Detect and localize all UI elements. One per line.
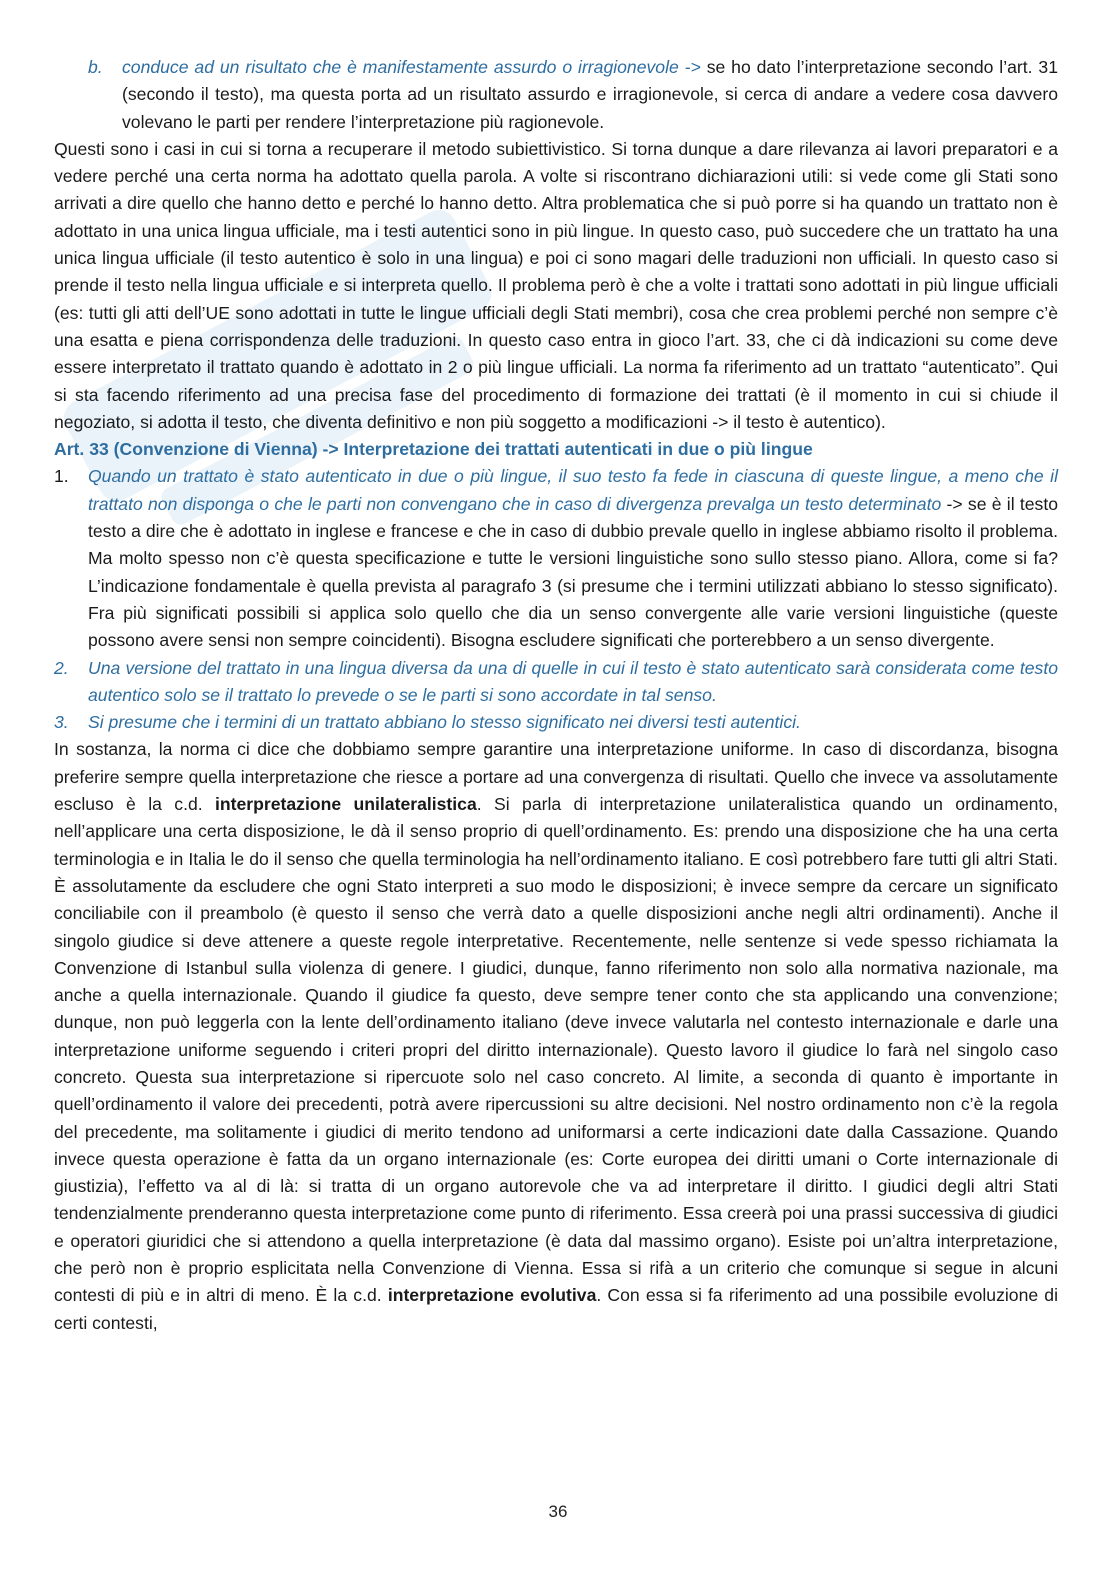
list-marker: 3.: [54, 712, 69, 733]
list-marker: 2.: [54, 657, 69, 678]
bold-term: interpretazione evolutiva: [387, 1285, 597, 1306]
list-item-text: [88, 463, 1058, 654]
quoted-norm: conduce ad un risultato che è manifestamente assurdo o irragionevole ->: [122, 57, 701, 77]
list-item-b: [54, 54, 1058, 136]
text-run: In sostanza, la norma ci dice che dobbiamo sempre garantire una interpretazione uniforme. In caso di discordanza, bisogna preferire sempre quella interpretazione che riesce a portare ad una convergenza di risultati. Quello che invece va assolutamente escluso è la c.d.: [54, 739, 1058, 815]
article-item: [54, 709, 1058, 736]
list-item-text: [122, 54, 1058, 136]
list-marker: b.: [88, 57, 103, 77]
quoted-norm: Si presume che i termini di un trattato abbiano lo stesso significato nei diversi testi autentici.: [88, 712, 801, 733]
bold-term: interpretazione unilateralistica: [215, 794, 477, 815]
section-heading: Art. 33 (Convenzione di Vienna) -> Interpretazione dei trattati autenticati in due o più lingue: [54, 439, 813, 460]
page-number: 36: [548, 1502, 568, 1521]
quoted-norm: Quando un trattato è stato autenticato in due o più lingue, il suo testo fa fede in ciascuna di queste lingue, a meno che il trattato non disponga o che le parti non convengano che in caso di divergenza prevalga un testo determinato: [88, 466, 1058, 514]
text-run: . Con essa si fa riferimento ad una possibile evoluzione di certi contesti,: [54, 1285, 1058, 1333]
article-item: [54, 463, 1058, 654]
quoted-norm: Una versione del trattato in una lingua diversa da una di quelle in cui il testo è stato autenticato sarà considerata come testo autentico solo se il trattato lo prevede o se le parti si sono accordate in tal senso.: [88, 657, 1058, 705]
page-content: [54, 54, 1058, 1337]
commentary: -> se è il testo testo a dire che è adottato in inglese e francese e che in caso di dubbio prevale quello in inglese abbiamo risolto il problema. Ma molto spesso non c’è questa specificazione e tutte le versioni linguistiche sono sullo stesso piano. Allora, come si fa? L’indicazione fondamentale è quella prevista al paragrafo 3 (si presume che i termini utilizzati abbiano lo stesso significato). Fra più significati possibili si applica solo quello che dia un senso convergente alle varie versioni linguistiche (queste possono avere sensi non sempre coincidenti). Bisogna escludere significati che porterebbero a un senso divergente.: [88, 493, 1058, 651]
paragraph: [54, 736, 1058, 1337]
paragraph: Questi sono i casi in cui si torna a recuperare il metodo subiettivistico. Si torna dunque a dare rilevanza ai lavori preparatori e a vedere perché una certa norma ha adottato quella parola. A volte si riscontrano dichiarazioni utili: si vede come gli Stati sono arrivati a dire quello che hanno detto e perché lo hanno detto. Altra problematica che si può porre si ha quando un trattato non è adottato in una unica lingua ufficiale, ma i testi autentici sono in più lingue. In questo caso, può succedere che un trattato ha una unica lingua ufficiale (il testo autentico è solo in una lingua) e poi ci sono magari delle traduzioni non ufficiali. In questo caso si prende il testo nella lingua ufficiale e si interpreta quello. Il problema però è che a volte i trattati sono adottati in più lingue ufficiali (es: tutti gli atti dell’UE sono adottati in tutte le lingue ufficiali degli Stati membri), cosa che crea problemi perché non sempre c’è una esatta e piena corrispondenza delle traduzioni. In questo caso entra in gioco l’art. 33, che ci dà indicazioni su come deve essere interpretato il trattato quando è adottato in 2 o più lingue ufficiali. La norma fa riferimento ad un trattato “autenticato”. Qui si sta facendo riferimento ad una precisa fase del procedimento di formazione dei trattati (è il momento in cui si chiude il negoziato, si adotta il testo, che diventa definitivo e non più soggetto a modificazioni -> il testo è autentico).: [54, 138, 1058, 432]
list-item-text: [88, 655, 1058, 710]
text-run: . Si parla di interpretazione unilateralistica quando un ordinamento, nell’applicare una certa disposizione, le dà il senso proprio di quell’ordinamento. Es: prendo una disposizione che ha una certa terminologia e in Italia le do il senso che quella terminologia ha nell’ordinamento italiano. E così potrebbero fare tutti gli altri Stati. È assolutamente da escludere che ogni Stato interpreti a suo modo le disposizioni; è invece sempre da cercare un significato conciliabile con il preambolo (è questo il senso che verrà dato a quelle disposizioni anche negli altri ordinamenti). Anche il singolo giudice si deve attenere a queste regole interpretative. Recentemente, nelle sentenze si vede spesso richiamata la Convenzione di Istanbul sulla violenza di genere. I giudici, dunque, fanno riferimento non solo alla normativa nazionale, ma anche a quella internazionale. Quando il giudice fa questo, deve sempre tener conto che sta applicando una convenzione; dunque, non può leggerla con la lente dell’ordinamento italiano (deve invece valutarla nel contesto internazionale e darle una interpretazione uniforme seguendo i criteri propri del diritto internazionale). Questo lavoro il giudice lo farà nel singolo caso concreto. Questa sua interpretazione si ripercuote solo nel caso concreto. Al limite, a seconda di quanto è importante in quell’ordinamento il valore dei precedenti, potrà avere ripercussioni su altre decisioni. Nel nostro ordinamento non c’è la regola del precedente, ma solitamente i giudici di merito tendono ad uniformarsi a certe indicazioni date dalla Cassazione. Quando invece questa operazione è fatta da un organo internazionale (es: Corte europea dei diritti umani o Corte internazionale di giustizia), l’effetto va al di là: si tratta di un organo autorevole che va ad interpretare il diritto. I giudici degli altri Stati tendenzialmente prenderanno questa interpretazione come punto di riferimento. Essa creerà poi una prassi successiva di giudici e operatori giuridici che si attendono a quella interpretazione (è data dal massimo organo). Esiste poi un’altra interpretazione, che però non è proprio esplicitata nella Convenzione di Vienna. Essa si rifà a un criterio che comunque si segue in alcuni contesti di più e in altri di meno. È la c.d.: [54, 794, 1058, 1306]
commentary: se ho dato l’interpretazione secondo l’art. 31 (secondo il testo), ma questa porta ad un risultato assurdo e irragionevole, si cerca di andare a vedere cosa davvero volevano le parti per rendere l’interpretazione più ragionevole.: [122, 57, 1058, 132]
article-item: [54, 655, 1058, 710]
list-marker: 1.: [54, 466, 69, 487]
list-item-text: [88, 709, 1058, 736]
